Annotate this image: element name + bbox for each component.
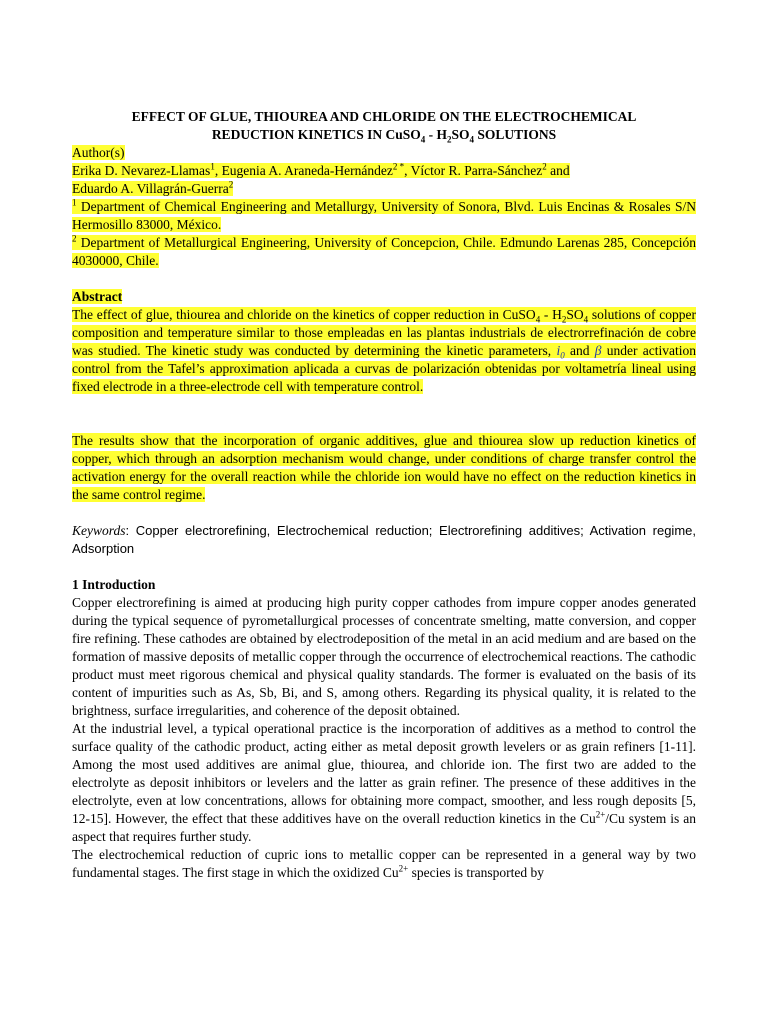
title-line-1: EFFECT OF GLUE, THIOUREA AND CHLORIDE ON THE ELECTROCHEMICAL xyxy=(131,109,637,124)
intro-paragraph-3: The electrochemical reduction of cupric ions to metallic copper can be represented in a general way by two fundamental stages. The first stage in which the oxidized $Cu^{2+}$ species is transported by xyxy=(72,847,696,880)
intro-paragraph-1: Copper electrorefining is aimed at producing high purity copper cathodes from impure copper anodes generated during the typical sequence of pyrometallurgical processes of concentrate smelting, matte conversion, and copper fire refining. These cathodes are obtained by electrodeposition of the metal in an acid medium and are based on the formation of massive deposits of metallic copper through the occurrence of electrochemical reactions. The cathodic product must meet rigorous chemical and physical quality standards. The former is evaluated on the basis of its content of impurities such as As, Sb, Bi, and S, among others. Regarding its physical quality, it is related to the brightness, surface irregularities, and coherence of the deposit obtained. xyxy=(72,595,696,718)
section-heading-introduction: 1 Introduction xyxy=(72,577,156,592)
beta-symbol: β xyxy=(594,343,602,358)
document-page xyxy=(72,108,696,882)
abstract-paragraph-1: The effect of glue, thiourea and chloride on the kinetics of copper reduction in CuSO$_4$ - $H_2SO_4$ solutions of copper composition and temperature similar to those empleadas en las plantas industrials de electrorrefinación de cobre was studied. The kinetic study was conducted by determining the kinetic parameters, $i_0$ and β under activation control from the Tafel’s approximation aplicada a curvas de polarización obtenidas por voltametría lineal using fixed electrode in a three-electrode cell with temperature control. xyxy=(72,307,697,394)
intro-paragraph-2: At the industrial level, a typical operational practice is the incorporation of additives as a method to control the surface quality of the cathodic product, acting either as metal deposit growth levelers or as grain refiners [1-11]. Among the most used additives are animal glue, thiourea, and chloride ion. The first two are added to the electrolyte as deposit inhibitors or levelers and the latter as grain refiner. The presence of these additives in the electrolyte, even at low concentrations, allows for obtaining more compact, smoother, and less rough deposits [5, 12-15]. However, the effect that these additives have on the overall reduction kinetics in the $Cu^{2+}/Cu$ system is an aspect that requires further study. xyxy=(72,721,696,844)
authors-label: Author(s) xyxy=(72,145,125,160)
abstract-heading: Abstract xyxy=(72,289,123,304)
affiliation-1: $^1$ Department of Chemical Engineering and Metallurgy, University of Sonora, Blvd. Luis Encinas & Rosales S/N Hermosillo 83000, México. xyxy=(72,197,696,232)
i0-symbol: $i_0$ xyxy=(556,343,565,361)
paper-title: EFFECT OF GLUE, THIOUREA AND CHLORIDE ON THE ELECTROCHEMICAL REDUCTION KINETICS IN CuSO$_4$ - $H_2SO_4$ SOLUTIONS xyxy=(131,109,637,145)
keywords: Keywords: Copper electrorefining, Electrochemical reduction; Electrorefining additives; Activation regime, Adsorption xyxy=(72,523,696,556)
abstract-paragraph-2: The results show that the incorporation of organic additives, glue and thiourea slow up reduction kinetics of copper, which through an adsorption mechanism would change, under conditions of charge transfer control the activation energy for the overall reaction while the chloride ion would have no effect on the reduction kinetics in the same control regime. xyxy=(72,433,696,502)
affiliation-2: $^2$ Department of Metallurgical Engineering, University of Concepcion, Chile. Edmundo Larenas 285, Concepción 4030000, Chile. xyxy=(72,233,696,268)
author-list: Erika D. Nevarez-Llamas$^1$, Eugenia A. Araneda-Hernández$^{2 *}$, Víctor R. Parra-Sánchez$^2$ and Eduardo A. Villagrán-Guerra$^2$ xyxy=(72,161,570,196)
